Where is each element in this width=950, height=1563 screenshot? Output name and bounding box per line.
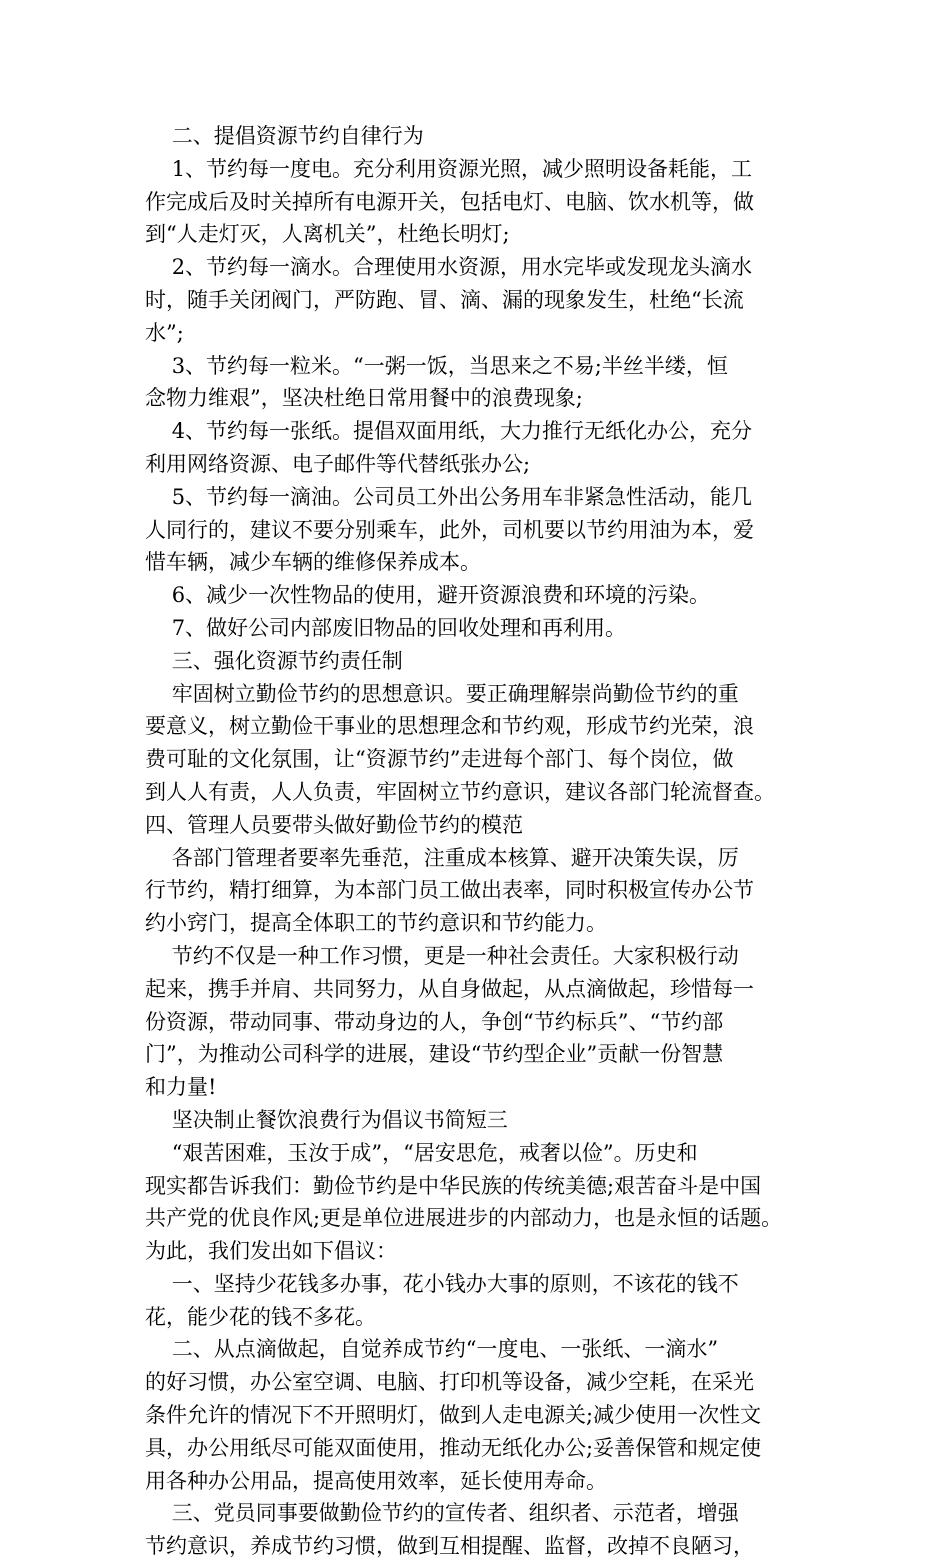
text-line: 约小窍门，提高全体职工的节约意识和节约能力。 <box>145 911 607 936</box>
text-line: 现实都告诉我们：勤俭节约是中华民族的传统美德;艰苦奋斗是中国 <box>145 1173 762 1198</box>
text-line: 7、做好公司内部废旧物品的回收处理和再利用。 <box>145 615 627 640</box>
text-line: 3、节约每一粒米。“一粥一饭，当思来之不易;半丝半缕，恒 <box>145 353 728 378</box>
text-line: 要意义，树立勤俭干事业的思想理念和节约观，形成节约光荣，浪 <box>145 714 754 739</box>
text-line: 具，办公用纸尽可能双面使用，推动无纸化办公;妥善保管和规定使 <box>145 1435 762 1460</box>
text-line: 6、减少一次性物品的使用，避开资源浪费和环境的污染。 <box>145 583 711 608</box>
text-line: 节约意识，养成节约习惯，做到互相提醒、监督，改掉不良陋习， <box>145 1534 754 1559</box>
text-line: 和力量! <box>145 1075 217 1100</box>
text-line: 为此，我们发出如下倡议： <box>145 1239 397 1264</box>
text-line: 行节约，精打细算，为本部门员工做出表率，同时积极宣传办公节 <box>145 878 754 903</box>
text-line: 作完成后及时关掉所有电源开关，包括电灯、电脑、饮水机等，做 <box>145 189 754 214</box>
text-line: 节约不仅是一种工作习惯，更是一种社会责任。大家积极行动 <box>145 943 739 968</box>
text-line: 费可耻的文化氛围，让“资源节约”走进每个部门、每个岗位，做 <box>145 747 734 772</box>
text-line: 花，能少花的钱不多花。 <box>145 1304 376 1329</box>
text-line: 利用网络资源、电子邮件等代替纸张办公; <box>145 451 531 476</box>
text-line: 共产党的优良作风;更是单位进展进步的内部动力，也是永恒的话题。 <box>145 1206 783 1231</box>
document-body <box>145 120 805 1563</box>
text-line: 条件允许的情况下不开照明灯，做到人走电源关;减少使用一次性文 <box>145 1403 762 1428</box>
text-line: 的好习惯，办公室空调、电脑、打印机等设备，减少空耗，在采光 <box>145 1370 754 1395</box>
text-line: 1、节约每一度电。充分利用资源光照，减少照明设备耗能，工 <box>145 156 753 181</box>
text-line: 人同行的，建议不要分别乘车，此外，司机要以节约用油为本，爱 <box>145 517 754 542</box>
section-heading: 二、提倡资源节约自律行为 <box>145 124 424 148</box>
text-line: 到“人走灯灭，人离机关”，杜绝长明灯; <box>145 222 510 247</box>
text-line: 牢固树立勤俭节约的思想意识。要正确理解崇尚勤俭节约的重 <box>145 681 739 706</box>
text-line: 三、党员同事要做勤俭节约的宣传者、组织者、示范者，增强 <box>145 1501 739 1526</box>
text-line: 起来，携手并肩、共同努力，从自身做起，从点滴做起，珍惜每一 <box>145 976 754 1001</box>
section-heading: 三、强化资源节约责任制 <box>145 648 403 673</box>
text-line: 惜车辆，减少车辆的维修保养成本。 <box>145 550 481 575</box>
text-line: 用各种办公用品，提高使用效率，延长使用寿命。 <box>145 1468 607 1493</box>
text-line: 各部门管理者要率先垂范，注重成本核算、避开决策失误，厉 <box>145 845 739 870</box>
text-line: 5、节约每一滴油。公司员工外出公务用车非紧急性活动，能几 <box>145 484 753 509</box>
text-line: 4、节约每一张纸。提倡双面用纸，大力推行无纸化办公，充分 <box>145 419 753 444</box>
text-line: 二、从点滴做起，自觉养成节约“一度电、一张纸、一滴水” <box>145 1337 719 1362</box>
text-line: 2、节约每一滴水。合理使用水资源，用水完毕或发现龙头滴水 <box>145 255 753 280</box>
text-line: 念物力维艰”，坚决杜绝日常用餐中的浪费现象; <box>145 386 583 411</box>
text-line: 水”; <box>145 320 184 345</box>
section-heading: 四、管理人员要带头做好勤俭节约的模范 <box>145 812 523 837</box>
text-line: “艰苦困难，玉汝于成”，“居安思危，戒奢以俭”。历史和 <box>145 1140 698 1165</box>
text-line: 门”，为推动公司科学的进展，建设“节约型企业”贡献一份智慧 <box>145 1042 724 1067</box>
text-line: 一、坚持少花钱多办事，花小钱办大事的原则，不该花的钱不 <box>145 1271 739 1296</box>
text-line: 到人人有责，人人负责，牢固树立节约意识，建议各部门轮流督查。 <box>145 779 775 804</box>
text-line: 时，随手关闭阀门，严防跑、冒、滴、漏的现象发生，杜绝“长流 <box>145 287 744 312</box>
document-title: 坚决制止餐饮浪费行为倡议书简短三 <box>145 1107 508 1132</box>
text-line: 份资源，带动同事、带动身边的人，争创“节约标兵”、“节约部 <box>145 1009 724 1034</box>
